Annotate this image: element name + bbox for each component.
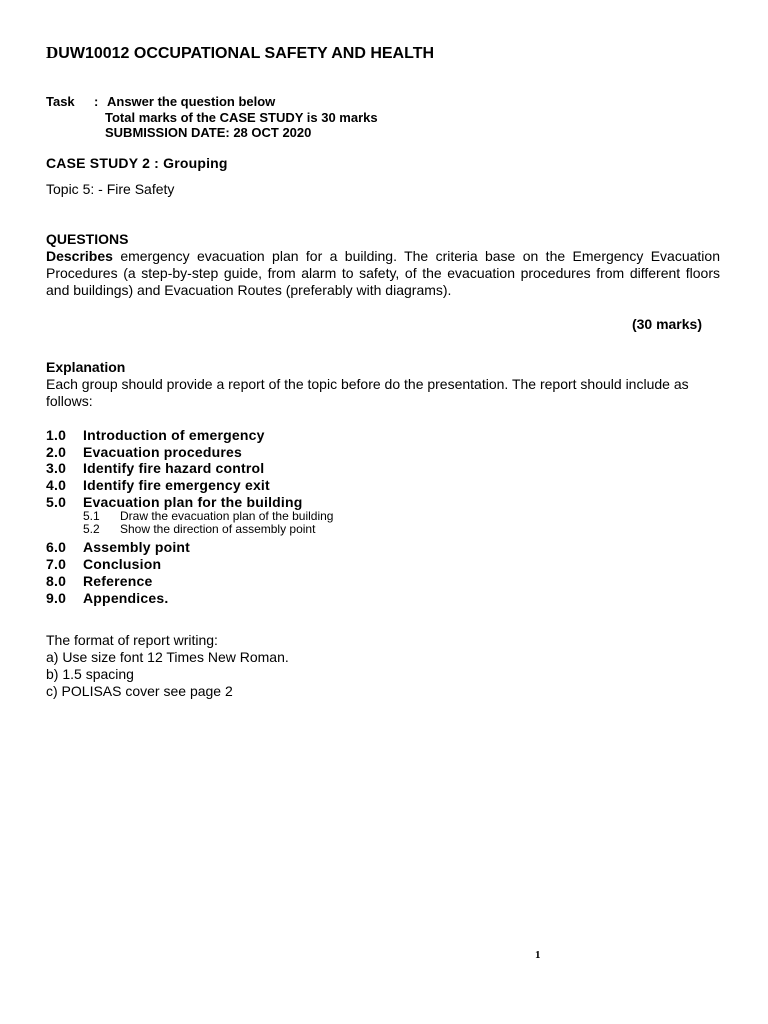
outline-item: 7.0 Conclusion [46,556,162,573]
outline-item: 6.0 Assembly point [46,539,191,556]
topic-line: Topic 5: - Fire Safety [46,181,175,197]
format-font: a) Use size font 12 Times New Roman. [46,649,289,665]
questions-heading: QUESTIONS [46,231,129,247]
task-label: Task [46,94,75,109]
case-study-heading: CASE STUDY 2 : Grouping [46,155,228,171]
format-cover: c) POLISAS cover see page 2 [46,683,233,699]
report-format [46,632,289,700]
task-instruction: Answer the question below [107,94,276,109]
outline-subitem: 5.2 Show the direction of assembly point [83,522,316,537]
page-number: 1 [535,949,541,961]
outline-item: 8.0 Reference [46,572,153,589]
explanation-heading: Explanation [46,359,126,375]
question-paragraph: Describes emergency evacuation plan for a building. The criteria base on the Emergency Evacuation Procedures (a step-by-step guide, from alarm to safety, of the evacuation procedures from different floors and buildings) and Evacuation Routes (preferably with diagrams). [46,248,720,298]
outline-item: 1.0 Introduction of emergency [46,427,265,443]
task-colon: : [94,94,99,109]
outline-item: 2.0 Evacuation procedures [46,443,243,460]
outline-item: 9.0 Appendices. [46,589,169,606]
report-outline [46,427,333,606]
outline-subitem: 5.1 Draw the evacuation plan of the building [83,509,334,524]
outline-item: 3.0 Identify fire hazard control [46,460,265,477]
format-spacing: b) 1.5 spacing [46,666,134,682]
course-title: DUW10012 OCCUPATIONAL SAFETY AND HEALTH [46,43,435,62]
task-submission-date: SUBMISSION DATE: 28 OCT 2020 [105,125,312,140]
task-total-marks: Total marks of the CASE STUDY is 30 marks [105,110,378,125]
outline-item: 4.0 Identify fire emergency exit [46,477,270,494]
explanation-paragraph: Each group should provide a report of the topic before do the presentation. The report should include as follows: [46,376,689,409]
question-marks: (30 marks) [631,316,702,332]
format-intro: The format of report writing: [46,632,218,648]
outline-item: 5.0 Evacuation plan for the building [46,493,303,510]
